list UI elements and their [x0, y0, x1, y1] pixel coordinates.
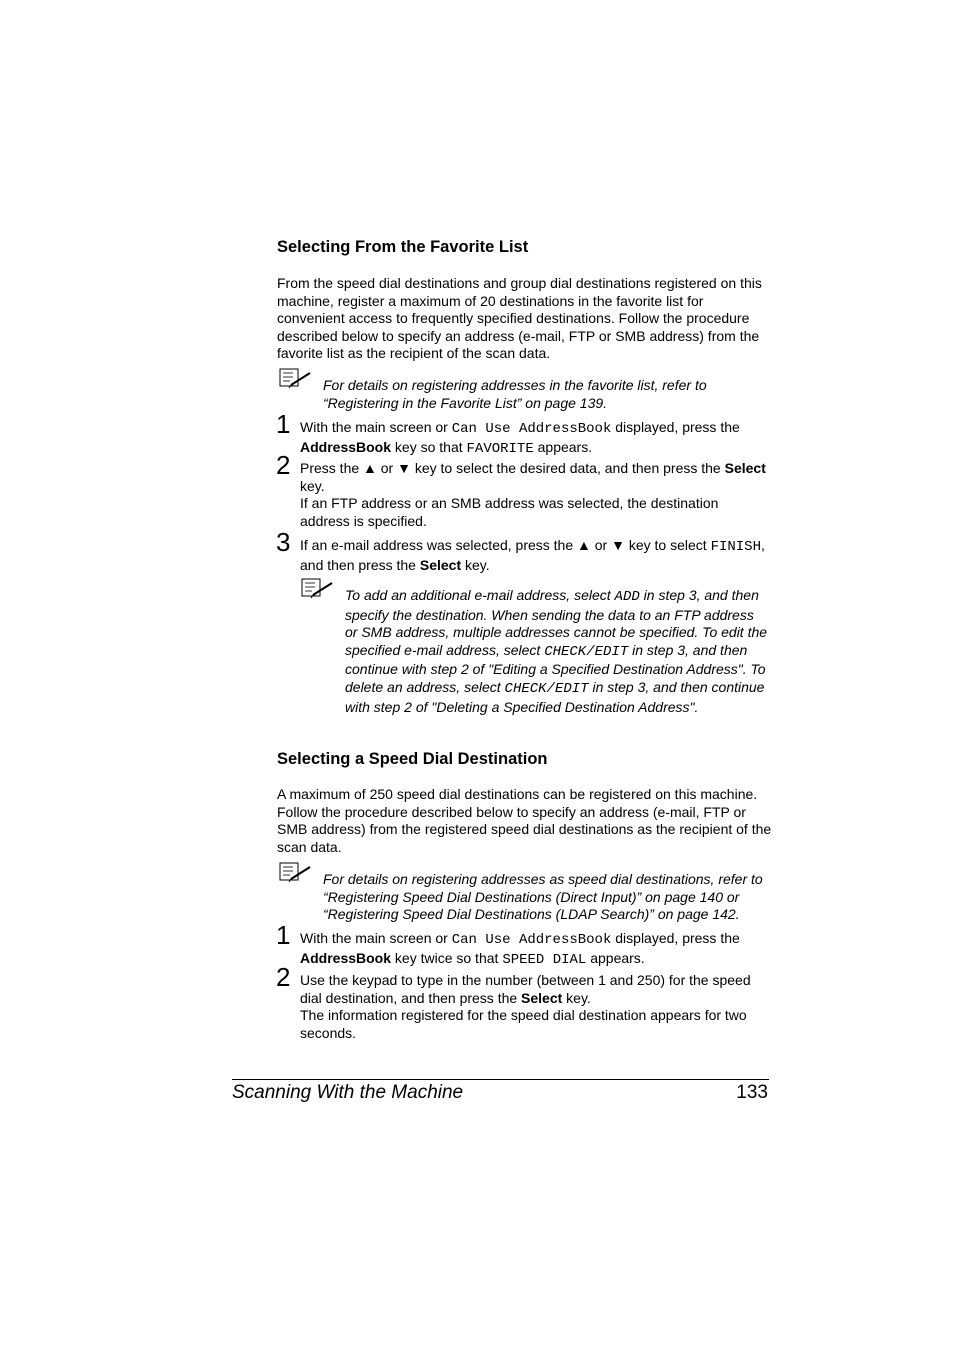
step-number: 2: [276, 962, 291, 992]
note-pencil-icon: [279, 368, 313, 390]
note-speed-dial: For details on registering addresses as speed dial destinations, refer to “Registering Speed Dial Destinations (Direct Input)” on page 140 or “Registering Speed Dial Destinations (LDAP Search)” on page 142.: [323, 871, 763, 923]
step-1-speed-dial: With the main screen or Can Use AddressBook displayed, press the AddressBook key twice so that SPEED DIAL appears.: [300, 930, 740, 968]
footer-chapter-title: Scanning With the Machine: [232, 1082, 464, 1103]
page-number: 133: [736, 1082, 768, 1103]
step-number: 2: [276, 450, 291, 480]
note-pencil-icon: [279, 862, 313, 884]
step-2-speed-dial: Use the keypad to type in the number (between 1 and 250) for the speed dial destination, and then press the Select key. The information registered for the speed dial destination appears for two seconds.: [300, 972, 751, 1041]
step-number: 1: [276, 409, 291, 439]
note-pencil-icon: [301, 578, 335, 600]
note-step-3: To add an additional e-mail address, select ADD in step 3, and then specify the destination. When sending the data to an FTP address or SMB address, multiple addresses cannot be specified. To edit the specified e-mail address, select CHECK/EDIT in step 3, and then continue with step 2 of "Editing a Specified Destination Address". To delete an address, select CHECK/EDIT in step 3, and then continue with step 2 of "Deleting a Specified Destination Address".: [345, 587, 768, 715]
step-1-favorite: With the main screen or Can Use AddressBook displayed, press the AddressBook key so that FAVORITE appears.: [300, 419, 740, 457]
section-intro-favorite: From the speed dial destinations and group dial destinations registered on this machine, register a maximum of 20 destinations in the favorite list for convenient access to frequently specified destinations. Follow the procedure described below to specify an address (e-mail, FTP or SMB address) from the favorite list as the recipient of the scan data.: [277, 275, 762, 362]
step-number: 3: [276, 527, 291, 557]
section-heading-favorite-list: Selecting From the Favorite List: [277, 238, 529, 256]
section-heading-speed-dial: Selecting a Speed Dial Destination: [277, 750, 548, 768]
step-2-favorite: Press the ▲ or ▼ key to select the desired data, and then press the Select key. If an FTP address or an SMB address was selected, the destination address is specified.: [300, 460, 766, 529]
footer-divider: [232, 1079, 769, 1080]
step-number: 1: [276, 920, 291, 950]
step-3-favorite: If an e-mail address was selected, press the ▲ or ▼ key to select FINISH, and then press the Select key.: [300, 537, 765, 573]
note-favorite-list: For details on registering addresses in the favorite list, refer to “Registering in the Favorite List” on page 139.: [323, 377, 707, 411]
section-intro-speed-dial: A maximum of 250 speed dial destinations can be registered on this machine. Follow the procedure described below to specify an address (e-mail, FTP or SMB address) from the registered speed dial destinations as the recipient of the scan data.: [277, 786, 772, 855]
